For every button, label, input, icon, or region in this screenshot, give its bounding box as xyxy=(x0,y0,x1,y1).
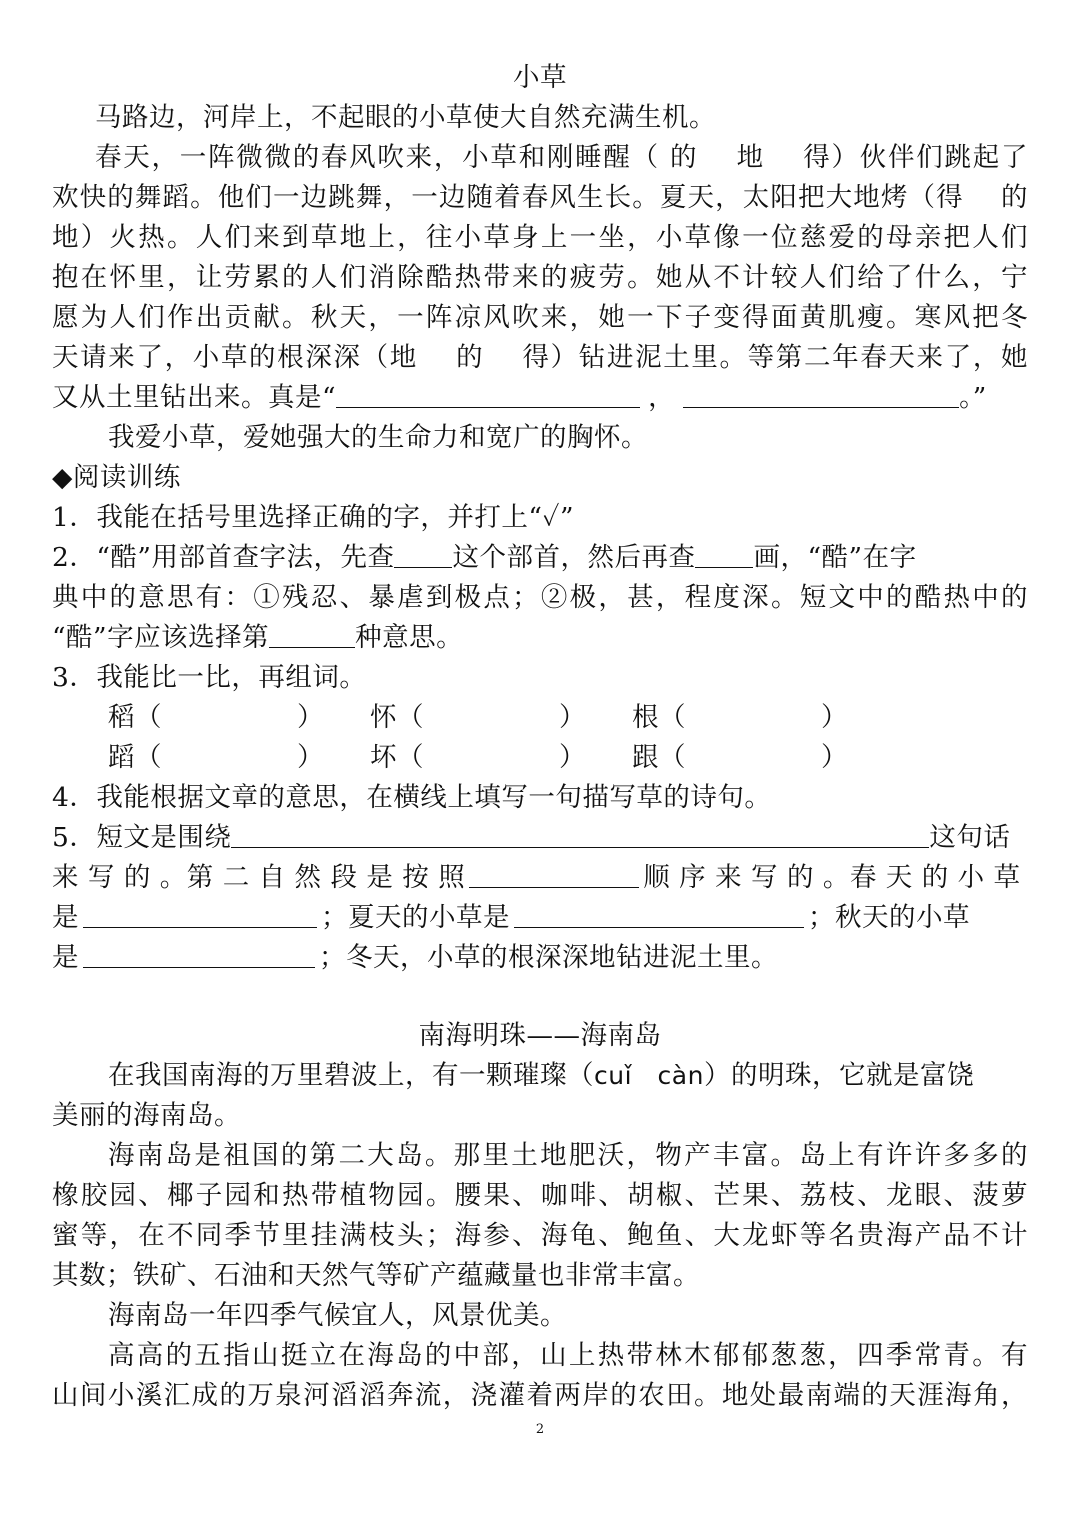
paragraph-2-line-3: 地）火热。人们来到草地上，往小草身上一坐，小草像一位慈爱的母亲把人们 xyxy=(52,222,1028,253)
hainan-paragraph-1-line-2: 美丽的海南岛。 xyxy=(52,1100,241,1131)
hainan-paragraph-3: 海南岛一年四季气候宜人，风景优美。 xyxy=(108,1300,567,1331)
poem-blank-1[interactable] xyxy=(336,379,640,408)
question-5-line-3 xyxy=(52,898,1028,938)
order-blank[interactable] xyxy=(469,859,639,888)
text: ；冬天，小草的根深深地钻进泥土里。 xyxy=(319,942,778,973)
hainan-paragraph-2-line-2: 橡胶园、椰子园和热带植物园。腰果、咖啡、胡椒、芒果、荔枝、龙眼、菠萝 xyxy=(52,1180,1028,1211)
text: ）的明珠，它就是富饶 xyxy=(703,1060,974,1091)
section-heading-reading-training: ◆阅读训练 xyxy=(52,462,181,493)
question-3: 3．我能比一比，再组词。 xyxy=(52,662,367,693)
central-sentence-blank[interactable] xyxy=(231,819,929,848)
hainan-paragraph-1-line-1 xyxy=(108,1056,1028,1096)
hainan-paragraph-2-line-1: 海南岛是祖国的第二大岛。那里土地肥沃，物产丰富。岛上有许许多多的 xyxy=(108,1140,1028,1171)
spring-grass-blank[interactable] xyxy=(83,899,317,928)
meaning-choice-blank[interactable] xyxy=(269,619,355,648)
question-5-line-2 xyxy=(52,858,1028,898)
question-2-line-1 xyxy=(52,538,1028,578)
compare-row-1 xyxy=(108,698,1028,738)
summer-grass-blank[interactable] xyxy=(514,899,804,928)
paragraph-2-line-5: 愿为人们作出贡献。秋天，一阵凉风吹来，她一下子变得面黄肌瘦。寒风把冬 xyxy=(52,302,1028,333)
text: 2．“酷”用部首查字法，先查 xyxy=(52,542,395,573)
text: ；秋天的小草 xyxy=(808,902,970,933)
text: 画，“酷”在字 xyxy=(753,542,917,573)
hainan-paragraph-2-line-3: 蜜等，在不同季节里挂满枝头；海参、海龟、鲍鱼、大龙虾等名贵海产品不计 xyxy=(52,1220,1028,1251)
hainan-paragraph-4-line-1: 高高的五指山挺立在海岛的中部，山上热带林木郁郁葱葱，四季常青。有 xyxy=(108,1340,1028,1371)
passage-title-xiaocao: 小草 xyxy=(513,62,567,93)
radical-blank[interactable] xyxy=(394,539,452,568)
hainan-paragraph-4-line-2: 山间小溪汇成的万泉河滔滔奔流，浇灌着两岸的农田。地处最南端的天涯海角， xyxy=(52,1380,1028,1411)
compare-item[interactable]: 根（ ） xyxy=(632,702,848,733)
paragraph-2-line-2: 欢快的舞蹈。他们一边跳舞，一边随着春风生长。夏天，太阳把大地烤（得 的 xyxy=(52,182,1028,213)
question-4: 4．我能根据文章的意思，在横线上填写一句描写草的诗句。 xyxy=(52,782,772,813)
compare-item[interactable]: 怀（ ） xyxy=(370,702,586,733)
paragraph-1: 马路边，河岸上，不起眼的小草使大自然充满生机。 xyxy=(95,102,716,133)
stroke-count-blank[interactable] xyxy=(695,539,753,568)
compare-row-2 xyxy=(108,738,1028,778)
text: 这句话 xyxy=(929,822,1011,853)
paragraph-2-line-7 xyxy=(52,378,1028,418)
text: 顺 序 来 写 的 。春 天 的 小 草 xyxy=(643,862,1021,893)
passage-title-hainan: 南海明珠——海南岛 xyxy=(418,1020,662,1051)
compare-item[interactable]: 跟（ ） xyxy=(632,742,848,773)
compare-item[interactable]: 稻（ ） xyxy=(108,702,324,733)
pinyin-annotation: cuǐ càn xyxy=(594,1061,704,1090)
poem-blank-2[interactable] xyxy=(683,379,959,408)
text: 。” xyxy=(959,382,987,413)
text: 是 xyxy=(52,902,79,933)
paragraph-2-line-4: 抱在怀里，让劳累的人们消除酷热带来的疲劳。她从不计较人们给了什么，宁 xyxy=(52,262,1028,293)
compare-item[interactable]: 蹈（ ） xyxy=(108,742,324,773)
text: 这个部首，然后再查 xyxy=(452,542,696,573)
compare-item[interactable]: 坏（ ） xyxy=(370,742,586,773)
question-2-line-3 xyxy=(52,618,1028,658)
question-2-line-2: 典中的意思有：①残忍、暴虐到极点；②极，甚，程度深。短文中的酷热中的 xyxy=(52,582,1028,613)
hainan-paragraph-2-line-4: 其数；铁矿、石油和天然气等矿产蕴藏量也非常丰富。 xyxy=(52,1260,700,1291)
text: 来 写 的 。第 二 自 然 段 是 按 照 xyxy=(52,862,466,893)
text: 又从土里钻出来。真是“ xyxy=(52,382,337,413)
question-5-line-4 xyxy=(52,938,1028,978)
text: 是 xyxy=(52,942,79,973)
page-number: 2 xyxy=(535,1422,545,1437)
paragraph-2-line-6: 天请来了，小草的根深深（地 的 得）钻进泥土里。等第二年春天来了，她 xyxy=(52,342,1028,373)
paragraph-2-line-1: 春天，一阵微微的春风吹来，小草和刚睡醒（ 的 地 得）伙伴们跳起了 xyxy=(95,142,1028,173)
text: 在我国南海的万里碧波上，有一颗璀璨（ xyxy=(108,1060,594,1091)
autumn-grass-blank[interactable] xyxy=(83,939,315,968)
text: 5．短文是围绕 xyxy=(52,822,232,853)
text: “酷”字应该选择第 xyxy=(52,622,270,653)
text: ， xyxy=(648,382,676,413)
paragraph-3: 我爱小草，爱她强大的生命力和宽广的胸怀。 xyxy=(108,422,648,453)
text: ；夏天的小草是 xyxy=(321,902,510,933)
question-5-line-1 xyxy=(52,818,1028,858)
text: 种意思。 xyxy=(355,622,464,653)
question-1: 1．我能在括号里选择正确的字，并打上“✓” xyxy=(52,502,575,533)
